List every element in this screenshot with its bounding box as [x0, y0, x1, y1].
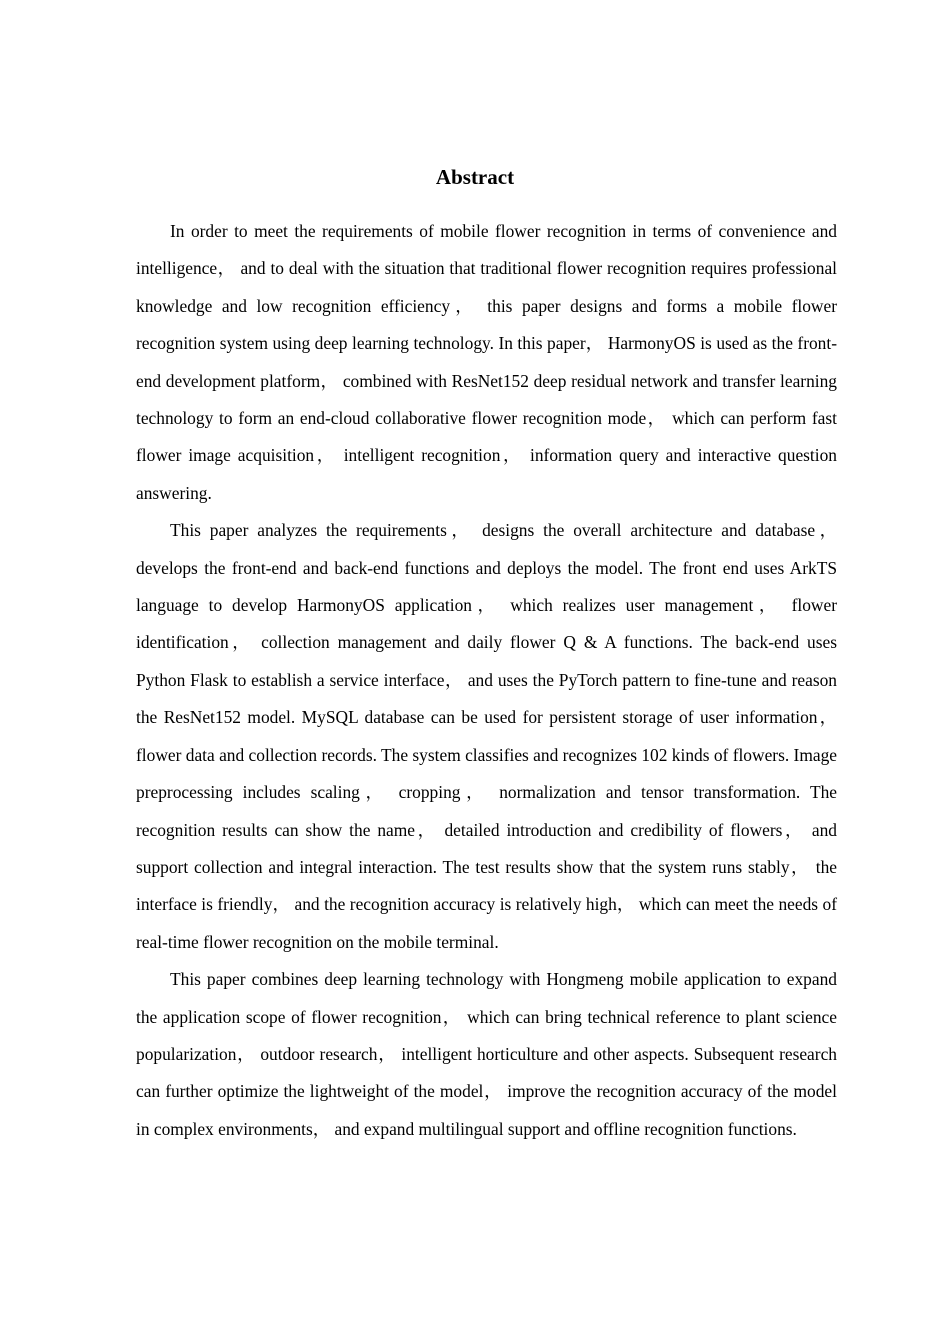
- abstract-title: Abstract: [435, 165, 515, 190]
- abstract-body: [136, 213, 842, 1148]
- abstract-paragraph-3: This paper combines deep learning technology with Hongmeng mobile application to expand the application scope of flower recognition， which can bring technical reference to plant science popularization， outdoor research， intelligent horticulture and other aspects. Subsequent research can further optimize the lightweight of the model， improve the recognition accuracy of the model in complex environments， and expand multilingual support and offline recognition functions.: [136, 969, 842, 1139]
- abstract-paragraph-1: In order to meet the requirements of mobile flower recognition in terms of convenience and intelligence， and to deal with the situation that traditional flower recognition requires professional knowledge and low recognition efficiency， this paper designs and forms a mobile flower recognition system using deep learning technology. In this paper， HarmonyOS is used as the front-end development platform， combined with ResNet152 deep residual network and transfer learning technology to form an end-cloud collaborative flower recognition mode， which can perform fast flower image acquisition， intelligent recognition， information query and interactive question answering.: [136, 221, 842, 503]
- abstract-paragraph-2: This paper analyzes the requirements， designs the overall architecture and database， develops the front-end and back-end functions and deploys the model. The front end uses ArkTS language to develop HarmonyOS application， which realizes user management， flower identification， collection management and daily flower Q & A functions. The back-end uses Python Flask to establish a service interface， and uses the PyTorch pattern to fine-tune and reason the ResNet152 model. MySQL database can be used for persistent storage of user information， flower data and collection records. The system classifies and recognizes 102 kinds of flowers. Image preprocessing includes scaling， cropping， normalization and tensor transformation. The recognition results can show the name， detailed introduction and credibility of flowers， and support collection and integral interaction. The test results show that the system runs stably， the interface is friendly， and the recognition accuracy is relatively high， which can meet the needs of real-time flower recognition on the mobile terminal.: [136, 520, 842, 952]
